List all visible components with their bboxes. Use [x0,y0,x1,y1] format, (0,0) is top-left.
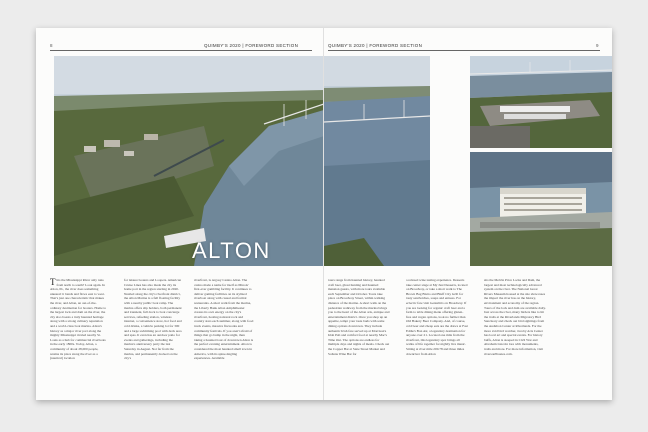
right-page-number: 9 [596,43,599,48]
left-column-2 [124,278,182,388]
right-column-2 [406,278,468,388]
left-column-3 [194,278,254,388]
right-column-3 [484,278,546,388]
casino-boat-illustration [470,152,612,266]
river-bridge-illustration [324,56,430,266]
left-page-header: QUIMBY'S 2020 | FOREWORD SECTION [204,43,299,48]
article-title: ALTON [192,238,271,263]
marina-aerial-illustration [470,56,612,148]
left-column-1 [50,278,108,388]
left-header-rule [50,50,312,51]
right-column-1 [328,278,390,388]
river-bridge-photo [324,56,430,266]
right-column-3-text: sits the Melvin Price Locks and Dam, the largest and most technologically advanced system on the river. The National Great Rivers Museum housed at the site showcases the impact the river has on the history, environment and economy of the region. Tours of the lock and dam are available daily. Just across the river, many birders like to hit the trails at the Riverlands Migratory Bird Sanctuary and check out bird sightings from the Audubon Center at Riverlands. For the more avid bird watcher, Jacoby Arts Center has local art and special events. For history buffs, Alton is steeped in Civil War and Abraham Lincoln lore with monuments, trails and more. For more information, visit riverson8routes.com. [484,278,546,356]
marina-aerial-photo [470,56,612,148]
left-page [36,28,324,400]
right-page [324,28,612,400]
left-page-number: 8 [50,43,53,48]
magazine-spread [36,28,612,400]
right-column-1-text: tours range from haunted history, haunted craft beer, ghost hunting and haunted mansion guests, with more tours available each September and October. Tours take place on Broadway Street, within walking distance of the marina. A short walk on the pedestrian walkway from the marina brings you to the heart of the Alton arts, antique and entertainment district. Once you shop up an appetite, tempt your taste buds with some dining options downtown. They include authentic Irish fare served up at Morrison's Irish Pub and comfort food at nearby Mac's Time Out. The options are endless for multiple days and nights of meals. Check out the Copper Bar at State Street Market and Sollens Wine Bar for [328,278,390,356]
alton-aerial-illustration [54,56,324,266]
right-page-header: QUIMBY'S 2020 | FOREWORD SECTION [328,43,423,48]
alton-aerial-photo [54,56,324,266]
right-header-rule [328,50,600,51]
left-column-3-text: riverfront, is Argosy Casino Alton. The casino made a name for itself as Illinois' first-ever gambling facility. It continues to deliver gaming facilities on its stylized riverboat along with casual and formal restaurants. A short walk from the marina, the Liberty Bank Alton Amphitheater creates its own energy on the city's riverfront, hosting national rock and country stars each summer, along with food truck events, massive fireworks and community festivals. If you aren't afraid of things that go bump in the night, then taking a haunted tour of downtown Alton is the perfect evening entertainment. Alton is considered the most haunted small town in America, with its spine-tingling experiences. Available [194,278,254,361]
right-column-2-text: a relaxed wine tasting experience. Desserts take center stage at My Just Desserts, located on Broadway, or take a short walk to The Brown Bag Bistro and Bluff City Grill for tasty sandwiches, soups and entrees. For eclectic fare visit Gentelin's on Broadway. If you are looking for organic craft beer and a farm to table dining menu offering gluten-free and vegan options, look no further than Old Bakery Beer Company. And, of course, cold beer and cheap eats are the draws at Fast Eddie's Bon Air, a legendary destination for anyone over 21. Located one mile from the riverfront, this legendary spot brings all walks of life together for nightly live music. Sitting at river mile 200.78 and three miles downriver from Alton [406,278,468,356]
left-column-2-text: for leisure boaters and Loopers. American Cruise Lines has also made the city its home port in the region starting in 2020. Nestled along the city's riverfront district, the Alton Marina is a full floating facility with a nearby public boat ramp. The marina offers slip holders, both permanent and transient, full dock to boat concierge services, refueling station, wireless internet, a convenience store, hot food and cold drinks, a vehicle parking lot for 300 and a large swimming pool with deck area and spas. It even has an outdoor patio for events and gatherings, including the marina's anniversary party the last Saturday in August. Not far from the marina, and permanently docked on the city's [124,278,182,361]
drop-cap: T [50,278,56,287]
casino-boat-photo [470,152,612,266]
left-column-1-text: his the Mississippi River only runs from north to south? Look again. In Alton, Ill., the river does something unusual: it bends and flows east to west. That's just one characteristic that makes the river, and Alton, an out-of-the-ordinary destination for boaters. Home to the largest lock and dam on the river, the city also boasts a truly haunted heritage along with a strong culinary reputation and a world-class boat marina. Alton's history as a major river port along the mighty Mississippi rivaled nearby St. Louis as a hub for commercial riverboats in the early 1800s. Today, Alton, a community of about 28,000 people, retains its place along the river as a (nautical) location [50,278,107,361]
